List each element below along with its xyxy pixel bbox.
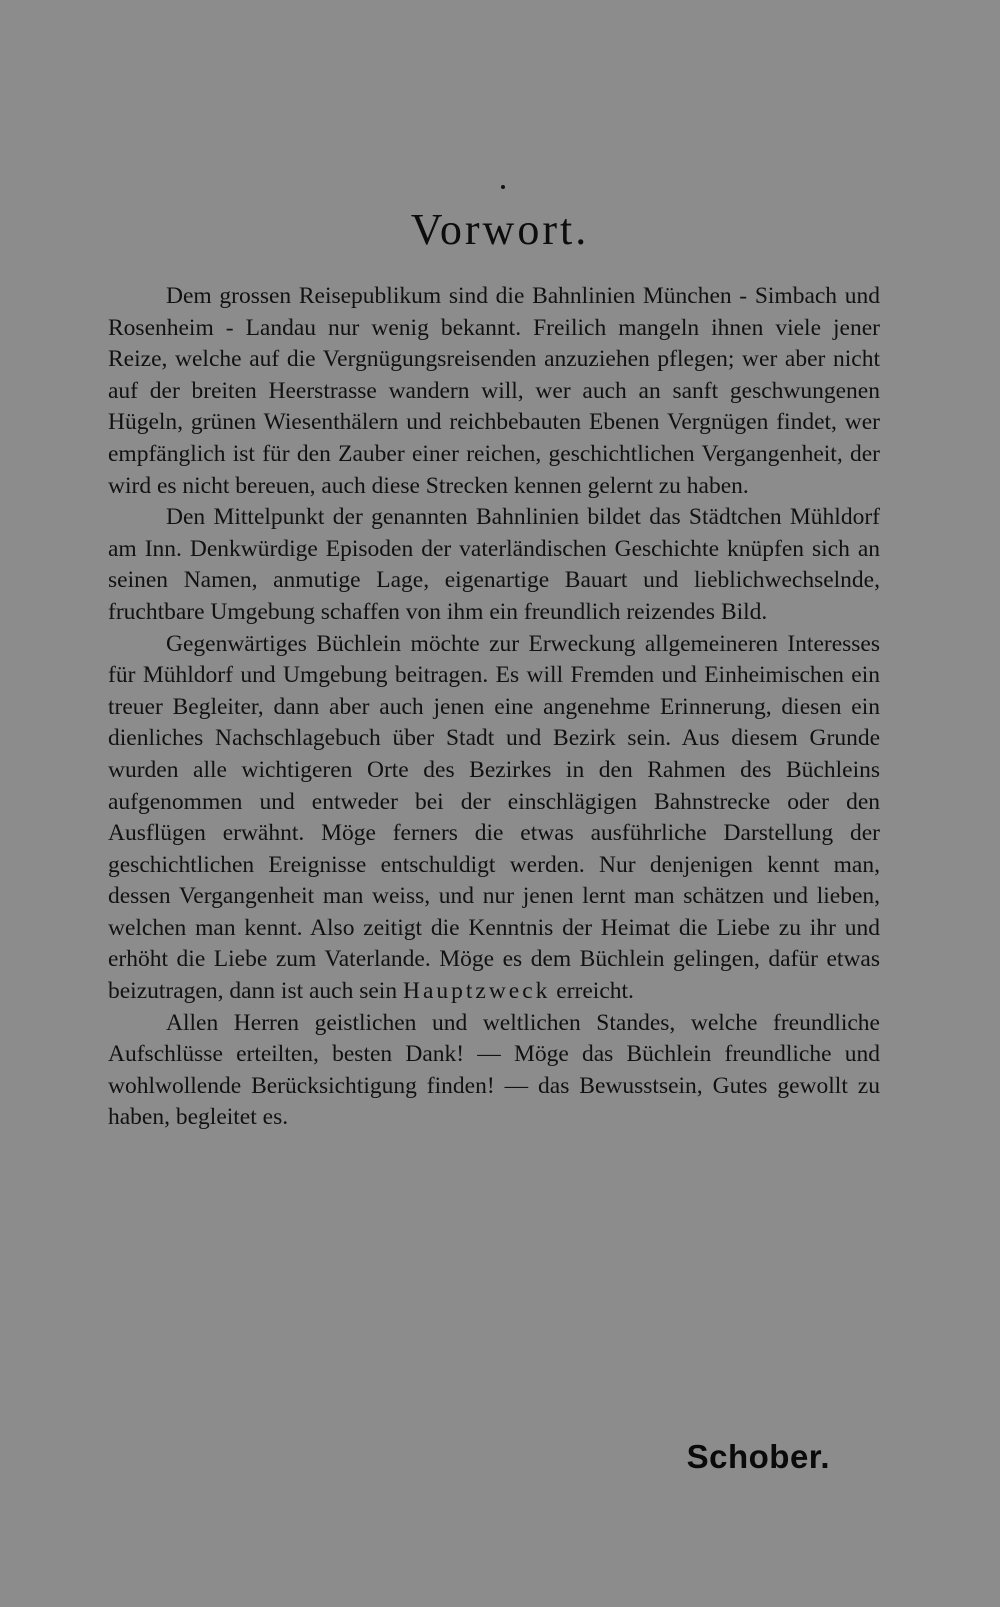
preface-body (108, 281, 880, 1134)
paragraph-3 (108, 629, 880, 1008)
page-title: Vorwort. (410, 205, 590, 254)
paragraph-3-text: Gegenwärtiges Büchlein möchte zur Erweckung allgemeineren Interesses für Mühldorf und Umgebung beitragen. Es will Fremden und Einheimischen ein treuer Begleiter, dann aber auch jenen eine angenehme Erinnerung, diesen ein dienliches Nachschlagebuch über Stadt und Bezirk sein. Aus diesem Grunde wurden alle wichtigeren Orte des Bezirkes in den Rahmen des Büchleins aufgenommen und entweder bei der einschlägigen Bahnstrecke oder den Ausflügen erwähnt. Möge ferners die etwas ausführliche Darstellung der geschichtlichen Ereignisse entschuldigt werden. Nur denjenigen kennt man, dessen Vergangenheit man weiss, und nur jenen lernt man schätzen und lieben, welchen man kennt. Also zeitigt die Kenntnis der Heimat die Liebe zu ihr und erhöht die Liebe zum Vaterlande. Möge es dem Büchlein gelingen, dafür etwas beizutragen, dann ist auch sein (108, 630, 880, 1005)
paragraph-4: Allen Herren geistlichen und weltlichen Standes, welche freundliche Aufschlüsse erteilten, besten Dank! — Möge das Büchlein freundliche und wohlwollende Berücksichtigung finden! — das Bewusstsein, Gutes gewollt zu haben, begleitet es. (108, 1009, 880, 1131)
paragraph-1: Dem grossen Reisepublikum sind die Bahnlinien München - Simbach und Rosenheim - Landau nur wenig bekannt. Freilich mangeln ihnen viele jener Reize, welche auf die Vergnügungsreisenden anzuziehen pflegen; wer aber nicht auf der breiten Heerstrasse wandern will, wer auch an sanft geschwungenen Hügeln, grünen Wiesenthälern und reichbebauten Ebenen Vergnügen findet, wer empfänglich ist für den Zauber einer reichen, geschichtlichen Vergangenheit, der wird es nicht bereuen, auch diese Strecken kennen gelernt zu haben. (108, 283, 880, 499)
paragraph-3-end: erreicht. (550, 978, 634, 1005)
ink-dot (501, 185, 505, 189)
emphasized-word: Hauptzweck (402, 978, 551, 1005)
paragraph-2: Den Mittelpunkt der genannten Bahnlinien bildet das Städtchen Mühldorf am Inn. Denkwürdige Episoden der vaterländischen Geschichte knüpfen sich an seinen Namen, anmutige Lage, eigenartige Bauart und lieblichwechselnde, fruchtbare Umgebung schaffen von ihm ein freundlich reizendes Bild. (108, 504, 880, 625)
author-signature: Schober. (686, 1438, 830, 1475)
